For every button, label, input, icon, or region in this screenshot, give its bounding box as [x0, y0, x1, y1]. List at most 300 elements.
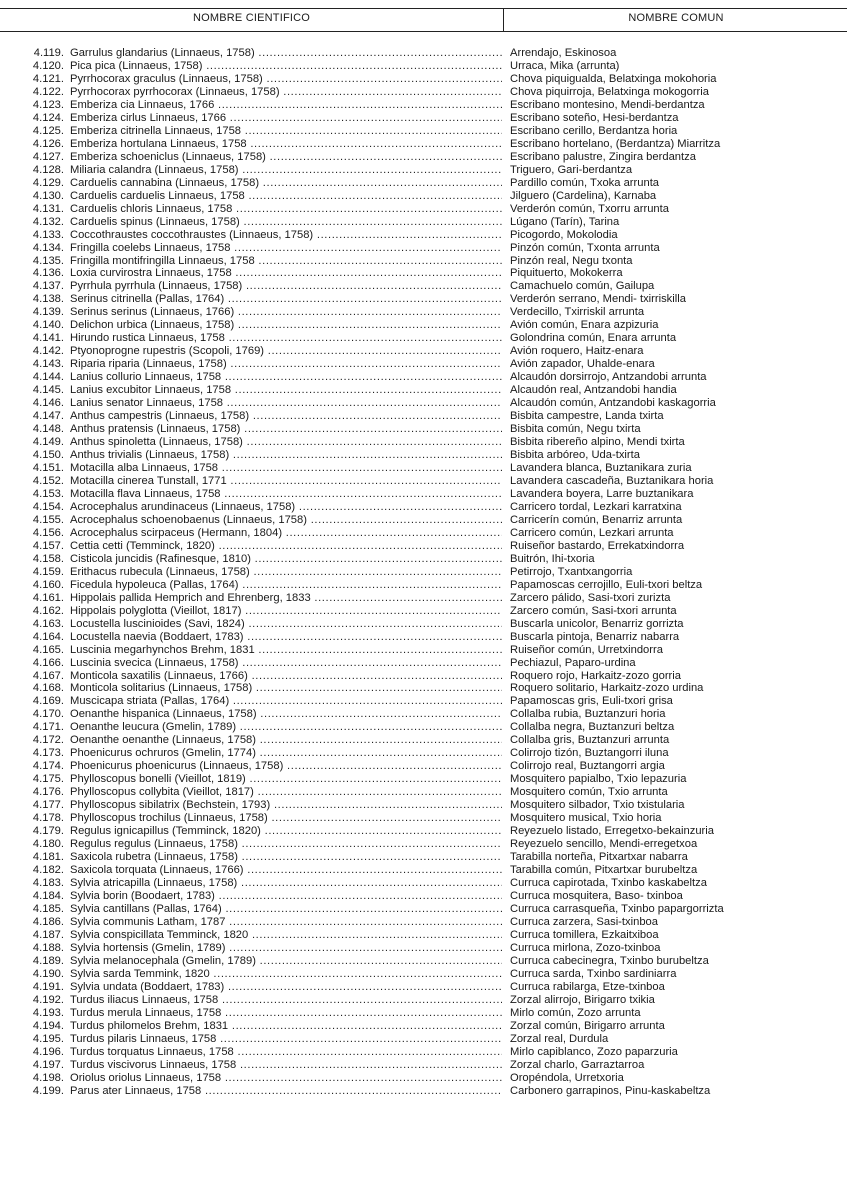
entry-number: 4.155. [32, 513, 64, 526]
entry-number: 4.184. [32, 889, 64, 902]
entry-number: 4.194. [32, 1019, 64, 1032]
entry-number: 4.132. [32, 215, 64, 228]
scientific-name: Saxicola rubetra (Linnaeus, 1758) ..... [70, 851, 502, 864]
scientific-name: Saxicola torquata (Linnaeus, 1766) ..... [70, 864, 502, 877]
common-name: Curruca carrasqueña, Txinbo papargorrizta [510, 902, 724, 915]
entry-number: 4.199. [32, 1084, 64, 1097]
common-name: Mosquitero silbador, Txio txistularia [510, 799, 685, 812]
table-row [0, 682, 847, 695]
table-row [0, 670, 847, 683]
table-row [0, 942, 847, 955]
scientific-name: Carduelis spinus (Linnaeus, 1758) ..... [70, 216, 502, 229]
table-row [0, 1059, 847, 1072]
entry-number: 4.139. [32, 306, 64, 319]
entry-number: 4.127. [32, 150, 64, 163]
entry-number: 4.196. [32, 1045, 64, 1058]
entry-number: 4.130. [32, 189, 64, 202]
common-name: Camachuelo común, Gailupa [510, 280, 655, 293]
entry-number: 4.169. [32, 695, 64, 708]
entry-number: 4.174. [32, 760, 64, 773]
header-divider [503, 9, 504, 31]
entry-number: 4.157. [32, 539, 64, 552]
common-name: Papamoscas gris, Euli-txori grisa [510, 695, 673, 708]
scientific-name: Sylvia sarda Temmink, 1820 ..... [70, 968, 502, 981]
scientific-name: Regulus ignicapillus (Temminck, 1820) ..... [70, 825, 502, 838]
common-name: Pardillo común, Txoka arrunta [510, 176, 660, 189]
scientific-name: Oenanthe hispanica (Linnaeus, 1758) ..... [70, 708, 502, 721]
table-row [0, 812, 847, 825]
entry-number: 4.188. [32, 941, 64, 954]
scientific-name: Hirundo rustica Linnaeus, 1758 ..... [70, 332, 502, 345]
common-name: Pechiazul, Paparo-urdina [510, 656, 636, 669]
table-row [0, 449, 847, 462]
common-name: Buscarla pintoja, Benarriz nabarra [510, 630, 680, 643]
scientific-name: Garrulus glandarius (Linnaeus, 1758) ..... [70, 47, 502, 60]
table-row [0, 164, 847, 177]
entry-number: 4.128. [32, 163, 64, 176]
common-name: Mirlo común, Zozo arrunta [510, 1006, 641, 1019]
table-row [0, 125, 847, 138]
common-name: Escribano palustre, Zingira berdantza [510, 150, 696, 163]
scientific-name: Oenanthe leucura (Gmelin, 1789) ..... [70, 721, 502, 734]
scientific-name: Hippolais polyglotta (Vieillot, 1817) ..... [70, 605, 502, 618]
scientific-name: Phylloscopus collybita (Vieillot, 1817) ..... [70, 786, 502, 799]
entry-number: 4.136. [32, 267, 64, 280]
scientific-name: Acrocephalus arundinaceus (Linnaeus, 1758) ..... [70, 501, 502, 514]
common-name: Lavandera blanca, Buztanikara zuria [510, 462, 692, 474]
scientific-name: Anthus pratensis (Linnaeus, 1758) ..... [70, 423, 502, 436]
entry-number: 4.167. [32, 669, 64, 682]
scientific-name: Sylvia borin (Boodaert, 1783) ..... [70, 890, 502, 903]
scientific-name: Serinus citrinella (Pallas, 1764) ..... [70, 293, 502, 306]
common-name: Mirlo capiblanco, Zozo paparzuria [510, 1045, 678, 1058]
scientific-name: Sylvia cantillans (Pallas, 1764) ..... [70, 903, 502, 916]
table-row [0, 734, 847, 747]
common-name: Verderón común, Txorru arrunta [510, 202, 669, 215]
common-name: Papamoscas cerrojillo, Euli-txori beltza [510, 578, 703, 591]
entry-number: 4.151. [32, 462, 64, 474]
table-row [0, 695, 847, 708]
common-name: Bisbita ribereño alpino, Mendi txirta [510, 436, 685, 449]
scientific-name: Fringilla coelebs Linnaeus, 1758 ..... [70, 242, 502, 255]
common-name: Escribano cerillo, Berdantza horia [510, 124, 678, 137]
entry-number: 4.159. [32, 565, 64, 578]
table-row [0, 255, 847, 268]
table-header [0, 8, 847, 32]
scientific-name: Turdus viscivorus Linnaeus, 1758 ..... [70, 1059, 502, 1072]
common-name: Verdecillo, Txirriskil arrunta [510, 306, 645, 319]
table-row [0, 501, 847, 514]
scientific-name: Loxia curvirostra Linnaeus, 1758 ..... [70, 267, 502, 280]
table-row [0, 306, 847, 319]
table-row [0, 657, 847, 670]
scientific-name: Sylvia hortensis (Gmelin, 1789) ..... [70, 942, 502, 955]
common-name: Avión zapador, Uhalde-enara [510, 358, 655, 371]
common-name: Mosquitero musical, Txio horia [510, 812, 662, 825]
entry-number: 4.191. [32, 980, 64, 993]
common-name: Curruca rabilarga, Etze-txinboa [510, 980, 665, 993]
entry-number: 4.176. [32, 786, 64, 799]
entry-number: 4.175. [32, 773, 64, 786]
table-row [0, 786, 847, 799]
common-name: Bisbita arbóreo, Uda-txirta [510, 449, 640, 462]
table-row [0, 1072, 847, 1085]
table-row [0, 358, 847, 371]
table-row [0, 631, 847, 644]
table-row [0, 514, 847, 527]
table-row [0, 73, 847, 86]
common-name: Alcaudón real, Antzandobi handia [510, 384, 677, 397]
common-name: Zorzal alirrojo, Birigarro txikia [510, 993, 655, 1006]
common-name: Chova piquigualda, Belatxinga mokohoria [510, 72, 717, 85]
scientific-name: Anthus trivialis (Linnaeus, 1758) ..... [70, 449, 502, 462]
table-row [0, 203, 847, 216]
table-row [0, 760, 847, 773]
common-name: Collalba gris, Buztanzuri arrunta [510, 734, 670, 747]
entry-number: 4.165. [32, 643, 64, 656]
entry-number: 4.183. [32, 877, 64, 889]
scientific-name: Ficedula hypoleuca (Pallas, 1764) ..... [70, 579, 502, 592]
table-row [0, 527, 847, 540]
scientific-name: Acrocephalus schoenobaenus (Linnaeus, 1758) ..... [70, 514, 502, 527]
common-name-header: NOMBRE COMUN [628, 12, 724, 24]
entry-number: 4.146. [32, 397, 64, 410]
scientific-name: Cettia cetti (Temminck, 1820) ..... [70, 540, 502, 553]
common-name: Curruca mosquitera, Baso- txinboa [510, 889, 683, 902]
common-name: Curruca sarda, Txinbo sardiniarra [510, 967, 677, 980]
common-name: Tarabilla común, Pitxartxar burubeltza [510, 864, 698, 877]
common-name: Curruca capirotada, Txinbo kaskabeltza [510, 877, 707, 889]
entry-number: 4.141. [32, 332, 64, 345]
scientific-name: Pica pica (Linnaeus, 1758) ..... [70, 60, 502, 73]
table-row [0, 721, 847, 734]
scientific-name: Luscinia megarhynchos Brehm, 1831 ..... [70, 644, 502, 657]
scientific-name: Serinus serinus (Linnaeus, 1766) ..... [70, 306, 502, 319]
common-name: Arrendajo, Eskinosoa [510, 47, 617, 59]
table-row [0, 929, 847, 942]
scientific-name: Erithacus rubecula (Linnaeus, 1758) ..... [70, 566, 502, 579]
common-name: Ruiseñor común, Urretxindorra [510, 643, 663, 656]
table-row [0, 955, 847, 968]
scientific-name: Phoenicurus ochruros (Gmelin, 1774) ..... [70, 747, 502, 760]
scientific-name: Oriolus oriolus Linnaeus, 1758 ..... [70, 1072, 502, 1085]
scientific-name: Lanius senator Linnaeus, 1758 ..... [70, 397, 502, 410]
scientific-name: Regulus regulus (Linnaeus, 1758) ..... [70, 838, 502, 851]
entry-number: 4.124. [32, 111, 64, 124]
table-row [0, 890, 847, 903]
entry-number: 4.126. [32, 137, 64, 150]
common-name: Carricero tordal, Lezkari karratxina [510, 500, 682, 513]
table-row [0, 319, 847, 332]
table-row [0, 1007, 847, 1020]
common-name: Tarabilla norteña, Pitxartxar nabarra [510, 851, 688, 864]
table-row [0, 903, 847, 916]
scientific-name: Muscicapa striata (Pallas, 1764) ..... [70, 695, 502, 708]
entry-number: 4.177. [32, 799, 64, 812]
entry-number: 4.192. [32, 993, 64, 1006]
scientific-name: Pyrrhula pyrrhula (Linnaeus, 1758) ..... [70, 280, 502, 293]
common-name: Zorzal charlo, Garraztarroa [510, 1058, 645, 1071]
scientific-name: Turdus merula Linnaeus, 1758 ..... [70, 1007, 502, 1020]
entry-number: 4.187. [32, 928, 64, 941]
entry-number: 4.180. [32, 838, 64, 851]
scientific-name: Emberiza schoeniclus (Linnaeus, 1758) ..... [70, 151, 502, 164]
entry-number: 4.134. [32, 241, 64, 254]
entry-number: 4.193. [32, 1006, 64, 1019]
entry-number: 4.153. [32, 487, 64, 500]
scientific-name: Emberiza hortulana Linnaeus, 1758 ..... [70, 138, 502, 151]
table-row [0, 293, 847, 306]
scientific-name: Sylvia melanocephala (Gmelin, 1789) ..... [70, 955, 502, 968]
table-row [0, 138, 847, 151]
scientific-name: Acrocephalus scirpaceus (Hermann, 1804) ..... [70, 527, 502, 540]
common-name: Buscarla unicolor, Benarriz gorrizta [510, 617, 684, 630]
entry-number: 4.142. [32, 345, 64, 358]
entry-number: 4.166. [32, 656, 64, 669]
common-name: Bisbita campestre, Landa txirta [510, 410, 664, 423]
table-row [0, 799, 847, 812]
scientific-name: Lanius excubitor Linnaeus, 1758 ..... [70, 384, 502, 397]
entry-number: 4.171. [32, 721, 64, 734]
common-name: Escribano soteño, Hesi-berdantza [510, 111, 679, 124]
table-row [0, 968, 847, 981]
table-row [0, 566, 847, 579]
entry-number: 4.173. [32, 747, 64, 760]
scientific-name: Phylloscopus trochilus (Linnaeus, 1758) ..... [70, 812, 502, 825]
common-name: Ruiseñor bastardo, Errekatxindorra [510, 539, 685, 552]
entry-number: 4.161. [32, 591, 64, 604]
entry-number: 4.149. [32, 436, 64, 449]
common-name: Roquero solitario, Harkaitz-zozo urdina [510, 682, 704, 695]
common-name: Collalba rubia, Buztanzuri horia [510, 708, 666, 721]
table-row [0, 851, 847, 864]
entry-number: 4.172. [32, 734, 64, 747]
common-name: Zarcero común, Sasi-txori arrunta [510, 604, 677, 617]
common-name: Escribano montesino, Mendi-berdantza [510, 98, 705, 111]
table-row [0, 384, 847, 397]
table-row [0, 267, 847, 280]
scientific-name: Anthus spinoletta (Linnaeus, 1758) ..... [70, 436, 502, 449]
scientific-name: Phylloscopus bonelli (Vieillot, 1819) ..... [70, 773, 502, 786]
common-name: Golondrina común, Enara arrunta [510, 332, 677, 345]
table-row [0, 332, 847, 345]
table-row [0, 994, 847, 1007]
table-row [0, 190, 847, 203]
common-name: Colirrojo real, Buztangorri argia [510, 760, 665, 773]
scientific-name: Fringilla montifringilla Linnaeus, 1758 ..... [70, 255, 502, 268]
entry-number: 4.122. [32, 85, 64, 98]
common-name: Verderón serrano, Mendi- txirriskilla [510, 293, 686, 306]
table-row [0, 151, 847, 164]
entry-number: 4.197. [32, 1058, 64, 1071]
scientific-name: Delichon urbica (Linnaeus, 1758) ..... [70, 319, 502, 332]
entry-number: 4.137. [32, 280, 64, 293]
common-name: Triguero, Gari-berdantza [510, 163, 633, 176]
scientific-name: Locustella luscinioides (Savi, 1824) ..... [70, 618, 502, 631]
entry-number: 4.158. [32, 552, 64, 565]
common-name: Collalba negra, Buztanzuri beltza [510, 721, 675, 734]
table-row [0, 216, 847, 229]
scientific-name: Turdus iliacus Linnaeus, 1758 ..... [70, 994, 502, 1007]
scientific-name: Anthus campestris (Linnaeus, 1758) ..... [70, 410, 502, 423]
table-row [0, 592, 847, 605]
common-name: Carricero común, Lezkari arrunta [510, 526, 674, 539]
table-row [0, 540, 847, 553]
table-row [0, 747, 847, 760]
common-name: Zarcero pálido, Sasi-txori zurizta [510, 591, 671, 604]
table-row [0, 462, 847, 475]
table-row [0, 708, 847, 721]
common-name: Reyezuelo sencillo, Mendi-erregetxoa [510, 838, 698, 851]
common-name: Urraca, Mika (arrunta) [510, 59, 620, 72]
scientific-name: Locustella naevia (Boddaert, 1783) ..... [70, 631, 502, 644]
common-name: Picogordo, Mokolodia [510, 228, 618, 241]
table-row [0, 838, 847, 851]
entry-number: 4.148. [32, 423, 64, 436]
entry-number: 4.168. [32, 682, 64, 695]
entry-number: 4.186. [32, 915, 64, 928]
entry-number: 4.119. [33, 47, 64, 59]
table-row [0, 825, 847, 838]
table-row [0, 60, 847, 73]
species-list [0, 47, 847, 1097]
entry-number: 4.164. [32, 630, 64, 643]
entry-number: 4.178. [32, 812, 64, 825]
table-row [0, 242, 847, 255]
entry-number: 4.152. [32, 474, 64, 487]
entry-number: 4.181. [32, 851, 64, 864]
entry-number: 4.144. [32, 371, 64, 384]
scientific-name: Phylloscopus sibilatrix (Bechstein, 1793) ..... [70, 799, 502, 812]
common-name: Jilguero (Cardelina), Karnaba [510, 189, 657, 202]
table-row [0, 280, 847, 293]
entry-number: 4.133. [32, 228, 64, 241]
entry-number: 4.182. [32, 864, 64, 877]
scientific-name: Coccothraustes coccothraustes (Linnaeus, 1758) ..... [70, 229, 502, 242]
scientific-name: Parus ater Linnaeus, 1758 ..... [70, 1085, 502, 1098]
scientific-name: Motacilla alba Linnaeus, 1758 ..... [70, 462, 502, 475]
scientific-name: Carduelis cannabina (Linnaeus, 1758) ..... [70, 177, 502, 190]
scientific-name: Hippolais pallida Hemprich and Ehrenberg, 1833 ..... [70, 592, 502, 605]
common-name: Avión roquero, Haitz-enara [510, 345, 644, 358]
entry-number: 4.150. [32, 449, 64, 462]
scientific-name: Sylvia undata (Boddaert, 1783) ..... [70, 981, 502, 994]
scientific-name: Pyrrhocorax graculus (Linnaeus, 1758) ..... [70, 73, 502, 86]
table-row [0, 86, 847, 99]
table-row [0, 488, 847, 501]
scientific-name: Ptyonoprogne rupestris (Scopoli, 1769) ..... [70, 345, 502, 358]
table-row [0, 916, 847, 929]
table-row [0, 605, 847, 618]
scientific-name: Luscinia svecica (Linnaeus, 1758) ..... [70, 657, 502, 670]
scientific-name: Pyrrhocorax pyrrhocorax (Linnaeus, 1758) ..... [70, 86, 502, 99]
table-row [0, 981, 847, 994]
entry-number: 4.156. [32, 526, 64, 539]
common-name: Carricerín común, Benarriz arrunta [510, 513, 683, 526]
table-row [0, 773, 847, 786]
common-name: Escribano hortelano, (Berdantza) Miarritza [510, 137, 721, 150]
entry-number: 4.160. [32, 578, 64, 591]
common-name: Piquituerto, Mokokerra [510, 267, 623, 280]
entry-number: 4.154. [32, 500, 64, 513]
table-row [0, 1020, 847, 1033]
table-row [0, 410, 847, 423]
scientific-name: Motacilla cinerea Tunstall, 1771 ..... [70, 475, 502, 488]
entry-number: 4.131. [32, 202, 64, 215]
table-row [0, 1046, 847, 1059]
table-row [0, 397, 847, 410]
table-row [0, 177, 847, 190]
entry-number: 4.129. [32, 176, 64, 189]
common-name: Petirrojo, Txantxangorria [510, 565, 633, 578]
scientific-name: Emberiza cirlus Linnaeus, 1766 ..... [70, 112, 502, 125]
common-name: Oropéndola, Urretxoria [510, 1071, 624, 1084]
entry-number: 4.198. [32, 1071, 64, 1084]
table-row [0, 371, 847, 384]
scientific-name: Cisticola juncidis (Rafinesque, 1810) ..... [70, 553, 502, 566]
table-row [0, 1085, 847, 1098]
table-row [0, 618, 847, 631]
table-row [0, 345, 847, 358]
entry-number: 4.162. [32, 604, 64, 617]
entry-number: 4.140. [32, 319, 64, 332]
table-row [0, 423, 847, 436]
common-name: Mosquitero papialbo, Txio lepazuria [510, 773, 687, 786]
entry-number: 4.120. [32, 59, 64, 72]
entry-number: 4.145. [32, 384, 64, 397]
common-name: Chova piquirroja, Belatxinga mokogorria [510, 85, 709, 98]
common-name: Carbonero garrapinos, Pinu-kaskabeltza [510, 1084, 711, 1097]
table-row [0, 436, 847, 449]
entry-number: 4.138. [32, 293, 64, 306]
entry-number: 4.123. [32, 98, 64, 111]
scientific-name-header: NOMBRE CIENTIFICO [192, 12, 311, 24]
common-name: Curruca mirlona, Zozo-txinboa [510, 941, 661, 954]
common-name: Curruca zarzera, Sasi-txinboa [510, 915, 658, 928]
scientific-name: Phoenicurus phoenicurus (Linnaeus, 1758) ..... [70, 760, 502, 773]
scientific-name: Monticola solitarius (Linnaeus, 1758) ..... [70, 682, 502, 695]
common-name: Bisbita común, Negu txirta [510, 423, 641, 436]
entry-number: 4.125. [32, 124, 64, 137]
scientific-name: Carduelis chloris Linnaeus, 1758 ..... [70, 203, 502, 216]
entry-number: 4.189. [32, 954, 64, 967]
common-name: Pinzón real, Negu txonta [510, 254, 633, 267]
common-name: Colirrojo tizón, Buztangorri iluna [510, 747, 669, 760]
common-name: Curruca cabecinegra, Txinbo burubeltza [510, 954, 709, 967]
table-row [0, 229, 847, 242]
scientific-name: Lanius collurio Linnaeus, 1758 ..... [70, 371, 502, 384]
common-name: Zorzal real, Durdula [510, 1032, 609, 1045]
scientific-name: Oenanthe oenanthe (Linnaeus, 1758) ..... [70, 734, 502, 747]
common-name: Zorzal común, Birigarro arrunta [510, 1019, 665, 1032]
common-name: Avión común, Enara azpizuria [510, 319, 659, 332]
entry-number: 4.190. [32, 967, 64, 980]
table-row [0, 579, 847, 592]
table-row [0, 553, 847, 566]
scientific-name: Sylvia atricapilla (Linnaeus, 1758) ..... [70, 877, 502, 890]
scientific-name: Riparia riparia (Linnaeus, 1758) ..... [70, 358, 502, 371]
entry-number: 4.163. [32, 617, 64, 630]
scientific-name: Turdus torquatus Linnaeus, 1758 ..... [70, 1046, 502, 1059]
table-row [0, 99, 847, 112]
common-name: Curruca tomillera, Ezkaitxiboa [510, 928, 659, 941]
common-name: Mosquitero común, Txio arrunta [510, 786, 668, 799]
table-row [0, 877, 847, 890]
entry-number: 4.121. [32, 72, 64, 85]
scientific-name: Emberiza cia Linnaeus, 1766 ..... [70, 99, 502, 112]
common-name: Pinzón común, Txonta arrunta [510, 241, 660, 254]
entry-number: 4.147. [32, 410, 64, 423]
